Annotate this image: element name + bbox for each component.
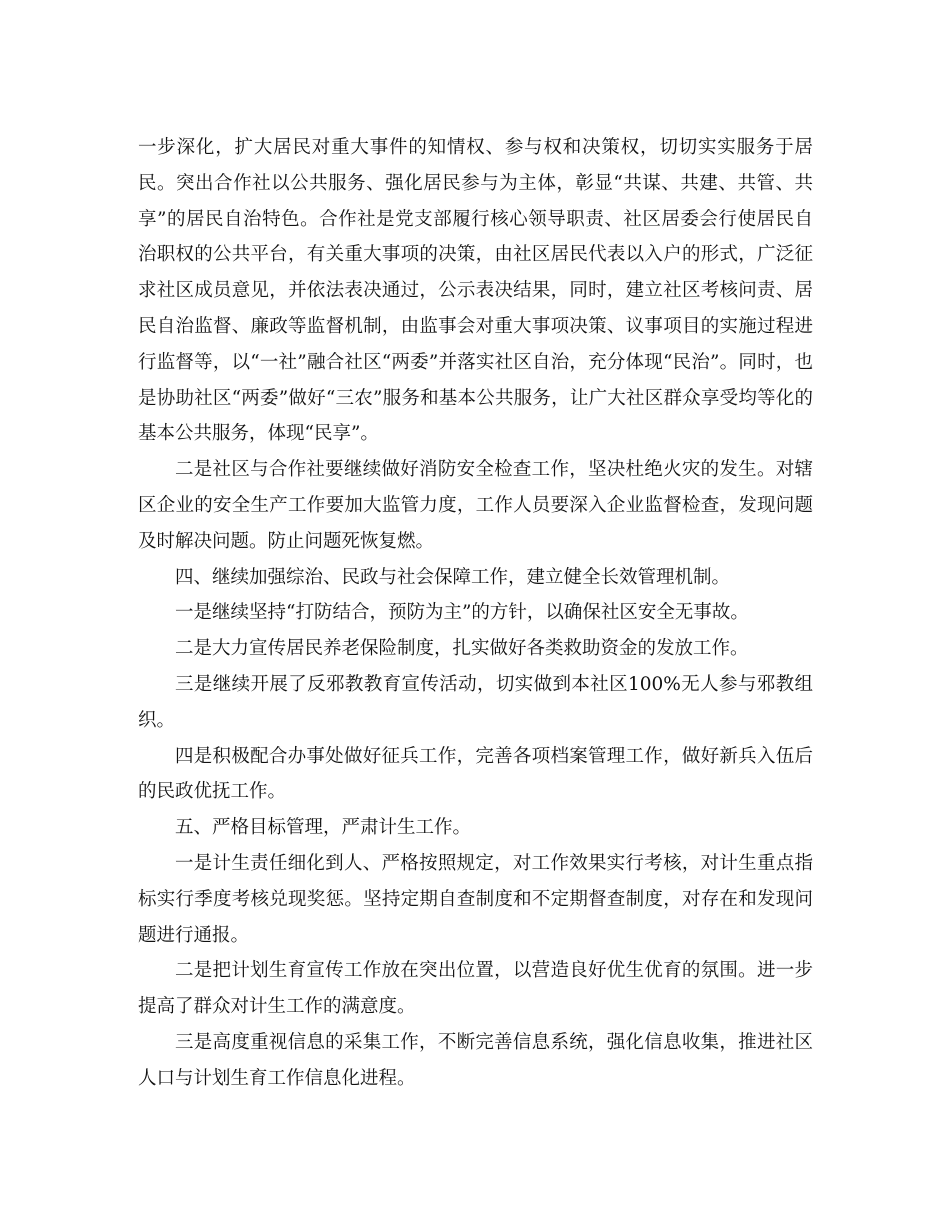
paragraph-information-collection: 三是高度重视信息的采集工作，不断完善信息系统，强化信息收集，推进社区人口与计划生育工作信息化进程。 xyxy=(138,1031,813,1089)
paragraph-family-planning-responsibility: 一是计生责任细化到人、严格按照规定，对工作效果实行考核，对计生重点指标实行季度考核兑现奖惩。坚持定期自查制度和不定期督查制度，对存在和发现问题进行通报。 xyxy=(138,852,813,946)
document-page xyxy=(138,130,813,1097)
paragraph-pension-insurance: 二是大力宣传居民养老保险制度，扎实做好各类救助资金的发放工作。 xyxy=(175,638,749,660)
paragraph-recruitment-work: 四是积极配合办事处做好征兵工作，完善各项档案管理工作，做好新兵入伍后的民政优抚工作。 xyxy=(138,745,813,803)
paragraph-anti-cult-education: 三是继续开展了反邪教教育宣传活动，切实做到本社区100%无人参与邪教组织。 xyxy=(138,673,813,731)
paragraph-section-four-heading: 四、继续加强综治、民政与社会保障工作，建立健全长效管理机制。 xyxy=(175,566,731,588)
paragraph-family-planning-publicity: 二是把计划生育宣传工作放在突出位置，以营造良好优生优育的氛围。进一步提高了群众对计生工作的满意度。 xyxy=(138,960,813,1018)
paragraph-community-autonomy: 一步深化，扩大居民对重大事件的知情权、参与权和决策权，切切实实服务于居民。突出合作社以公共服务、强化居民参与为主体，彰显“共谋、共建、共管、共享”的居民自治特色。合作社是党支部履行核心领导职责、社区居委会行使居民自治职权的公共平台，有关重大事项的决策，由社区居民代表以入户的形式，广泛征求社区成员意见，并依法表决通过，公示表决结果，同时，建立社区考核问责、居民自治监督、廉政等监督机制，由监事会对重大事项决策、议事项目的实施过程进行监督等，以“一社”融合社区“两委”并落实社区自治，充分体现“民治”。同时，也是协助社区“两委”做好“三农”服务和基本公共服务，让广大社区群众享受均等化的基本公共服务，体现“民享”。 xyxy=(138,137,813,445)
paragraph-section-five-heading: 五、严格目标管理，严肃计生工作。 xyxy=(175,817,472,839)
paragraph-security-policy: 一是继续坚持“打防结合，预防为主”的方针，以确保社区安全无事故。 xyxy=(175,602,749,624)
paragraph-fire-safety: 二是社区与合作社要继续做好消防安全检查工作，坚决杜绝火灾的发生。对辖区企业的安全生产工作要加大监管力度，工作人员要深入企业监督检查，发现问题及时解决问题。防止问题死恢复燃。 xyxy=(138,459,813,552)
